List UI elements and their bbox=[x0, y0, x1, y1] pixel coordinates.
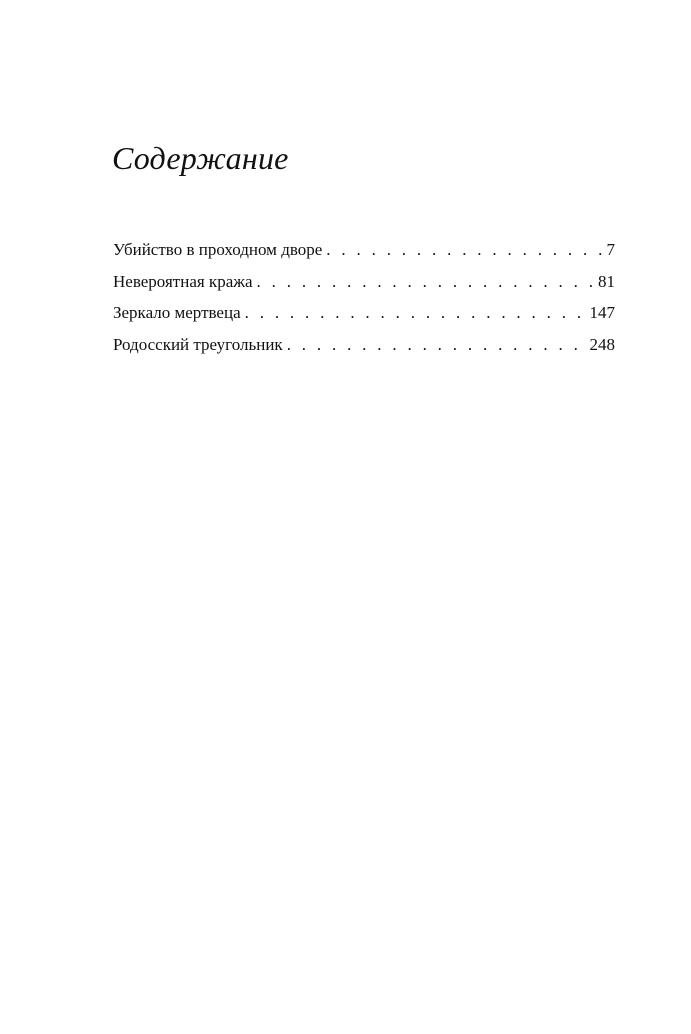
toc-entry-title: Невероятная кража bbox=[113, 271, 253, 291]
table-of-contents bbox=[113, 238, 615, 364]
dot-leader bbox=[287, 333, 588, 357]
toc-entry bbox=[113, 301, 615, 333]
dot-leader bbox=[326, 238, 604, 262]
toc-page-number: 147 bbox=[589, 303, 615, 322]
toc-entry bbox=[113, 270, 615, 302]
toc-entry-title: Родосский треугольник bbox=[113, 334, 283, 354]
dot-leader bbox=[245, 301, 588, 325]
dot-leader bbox=[257, 270, 596, 294]
toc-page-number: 248 bbox=[589, 334, 615, 354]
toc-page-number: 7 bbox=[606, 240, 615, 259]
toc-entry-title: Зеркало мертвеца bbox=[113, 303, 241, 322]
toc-entry-title: Убийство в проходном дворе bbox=[113, 240, 323, 259]
toc-entry bbox=[113, 333, 615, 365]
page-title: Содержание bbox=[112, 140, 289, 176]
toc-page-number: 81 bbox=[598, 271, 615, 291]
toc-entry bbox=[113, 238, 615, 270]
